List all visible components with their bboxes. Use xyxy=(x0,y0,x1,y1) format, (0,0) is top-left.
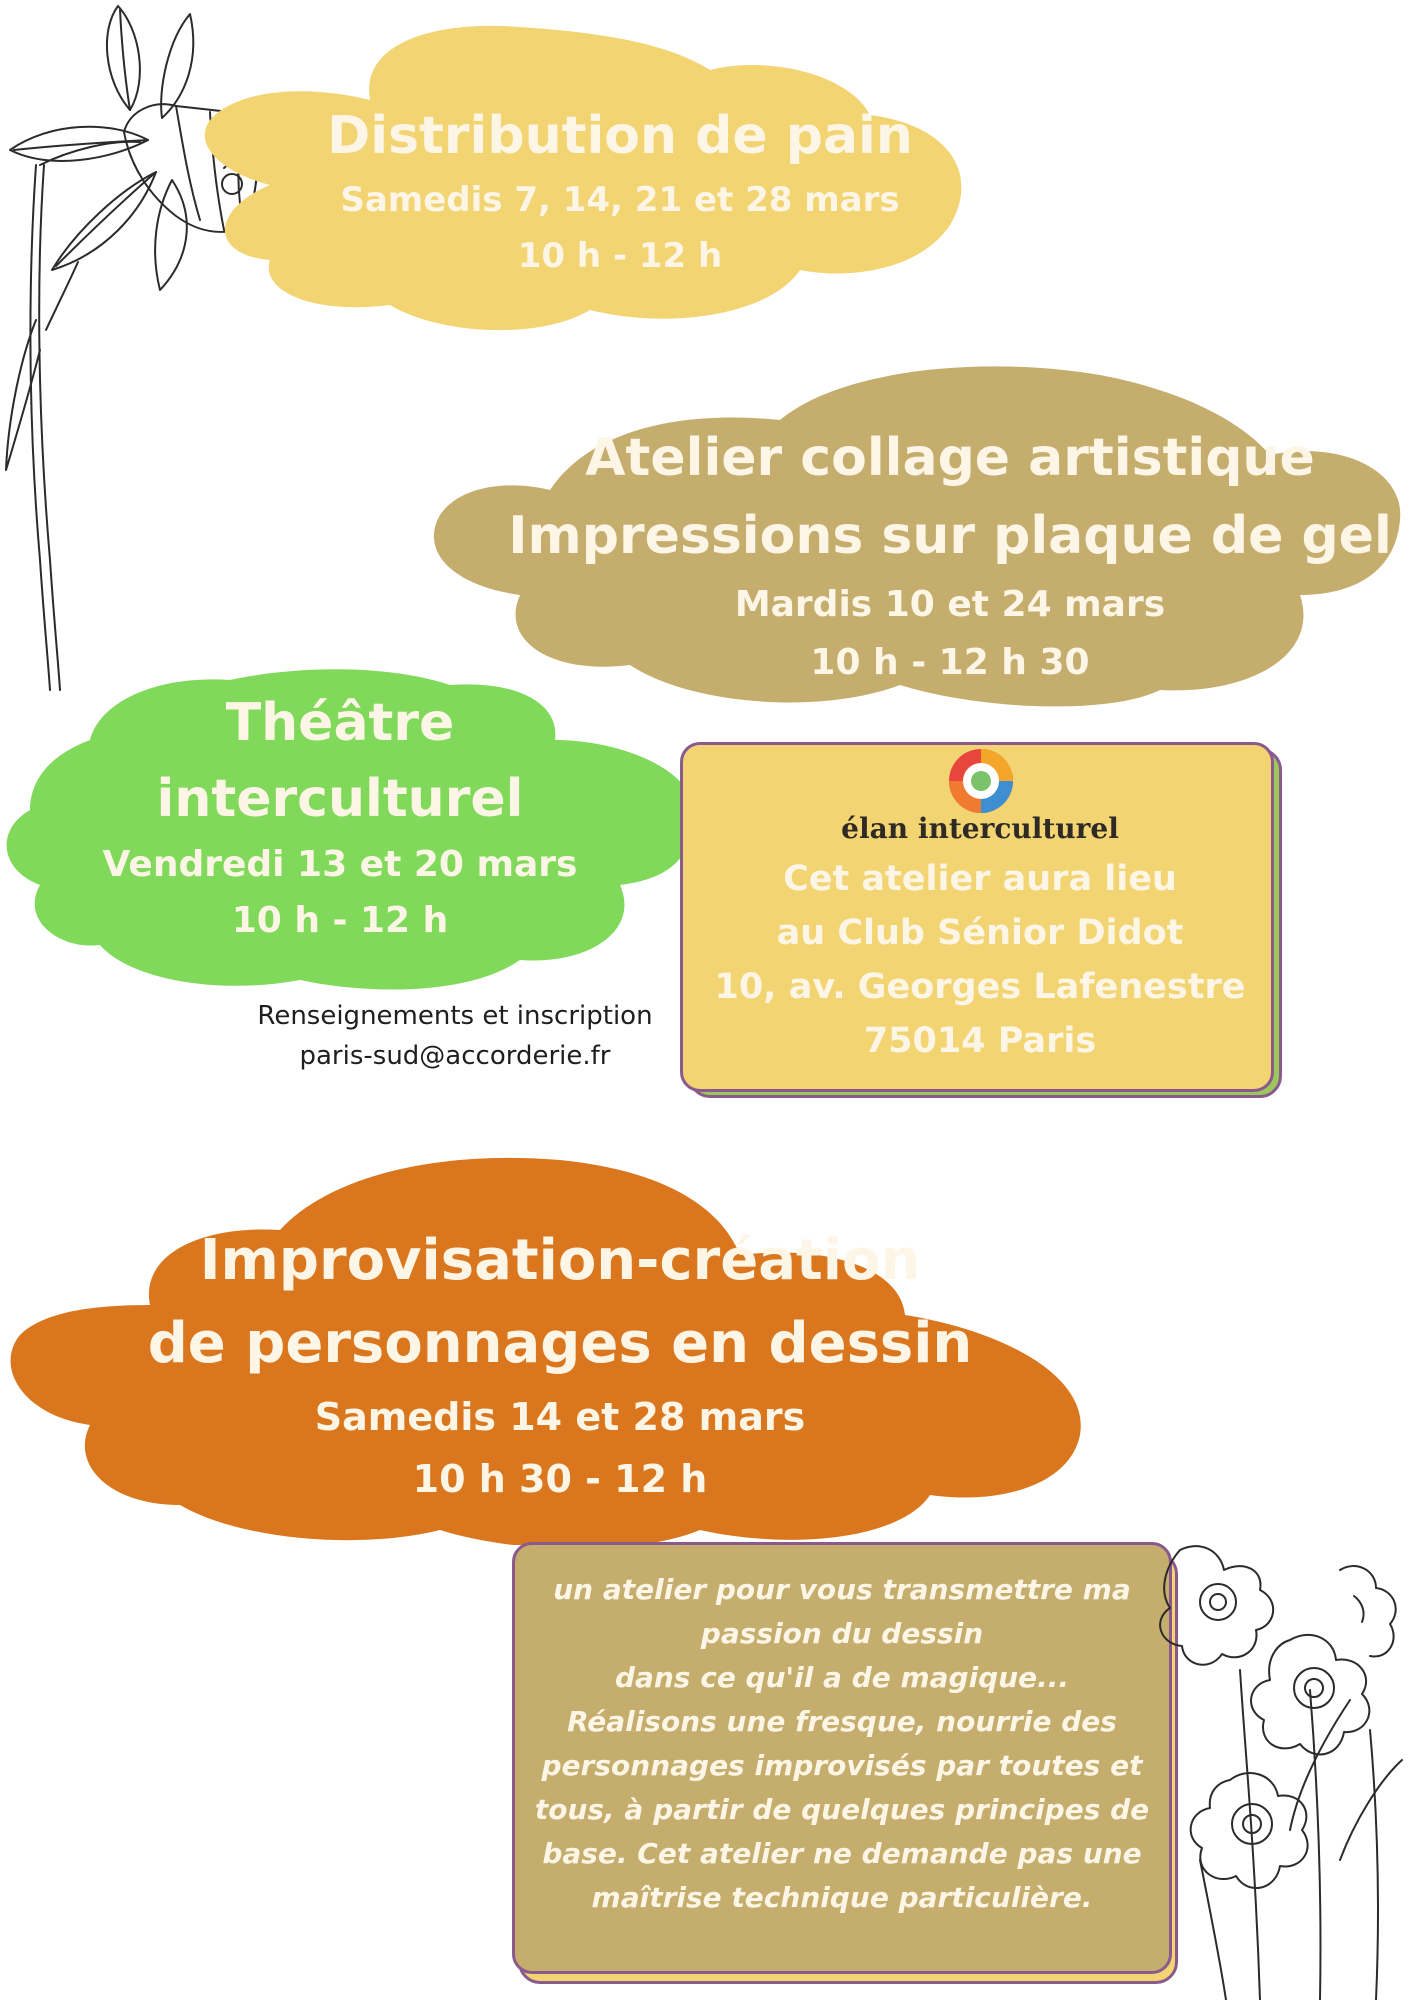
contact-email[interactable]: paris-sud@accorderie.fr xyxy=(299,1041,611,1071)
description-line: Réalisons une fresque, nourrie des xyxy=(567,1705,1117,1738)
theatre-time: 10 h - 12 h xyxy=(231,900,449,941)
info-line3: 10, av. Georges Lafenestre xyxy=(714,967,1246,1007)
improvisation-title-line2: de personnages en dessin xyxy=(147,1311,973,1376)
info-line1: Cet atelier aura lieu xyxy=(783,859,1177,899)
contact-block xyxy=(240,996,670,1076)
description-line: tous, à partir de quelques principes de xyxy=(534,1793,1150,1826)
improvisation-title-line1: Improvisation-création xyxy=(199,1228,921,1293)
description-line: maîtrise technique particulière. xyxy=(591,1881,1093,1914)
info-line2: au Club Sénior Didot xyxy=(776,913,1184,953)
contact-label: Renseignements et inscription xyxy=(257,1001,653,1031)
improvisation-time: 10 h 30 - 12 h xyxy=(412,1457,708,1501)
daffodil-cluster-bottom-right xyxy=(1140,1530,1414,2000)
theatre-title-line1: Théâtre xyxy=(225,693,455,753)
elan-logo-text: élan interculturel xyxy=(841,812,1119,845)
distribution-title: Distribution de pain xyxy=(327,106,913,166)
description-line: un atelier pour vous transmettre ma xyxy=(553,1573,1131,1606)
collage-title-line1: Atelier collage artistique xyxy=(585,428,1315,488)
collage-title-line2: Impressions sur plaque de gel xyxy=(508,506,1392,566)
distribution-block xyxy=(250,100,990,284)
distribution-dates: Samedis 7, 14, 21 et 28 mars xyxy=(340,180,900,220)
collage-dates: Mardis 10 et 24 mars xyxy=(734,584,1166,625)
theatre-dates: Vendredi 13 et 20 mars xyxy=(102,844,578,885)
collage-block xyxy=(490,420,1410,692)
distribution-time: 10 h - 12 h xyxy=(517,236,723,276)
improvisation-block xyxy=(100,1220,1020,1510)
description-text xyxy=(522,1568,1162,1920)
description-line: passion du dessin xyxy=(700,1617,984,1650)
theatre-block xyxy=(60,685,620,949)
elan-logo-icon xyxy=(945,745,1017,817)
info-line4: 75014 Paris xyxy=(863,1021,1097,1061)
theatre-title-line2: interculturel xyxy=(156,769,524,829)
description-line: base. Cet atelier ne demande pas une xyxy=(542,1837,1142,1870)
description-line: personnages improvisés par toutes et xyxy=(541,1749,1143,1782)
improvisation-dates: Samedis 14 et 28 mars xyxy=(314,1395,806,1439)
info-box-text xyxy=(700,852,1260,1068)
description-line: dans ce qu'il a de magique... xyxy=(614,1661,1070,1694)
collage-time: 10 h - 12 h 30 xyxy=(810,642,1090,683)
